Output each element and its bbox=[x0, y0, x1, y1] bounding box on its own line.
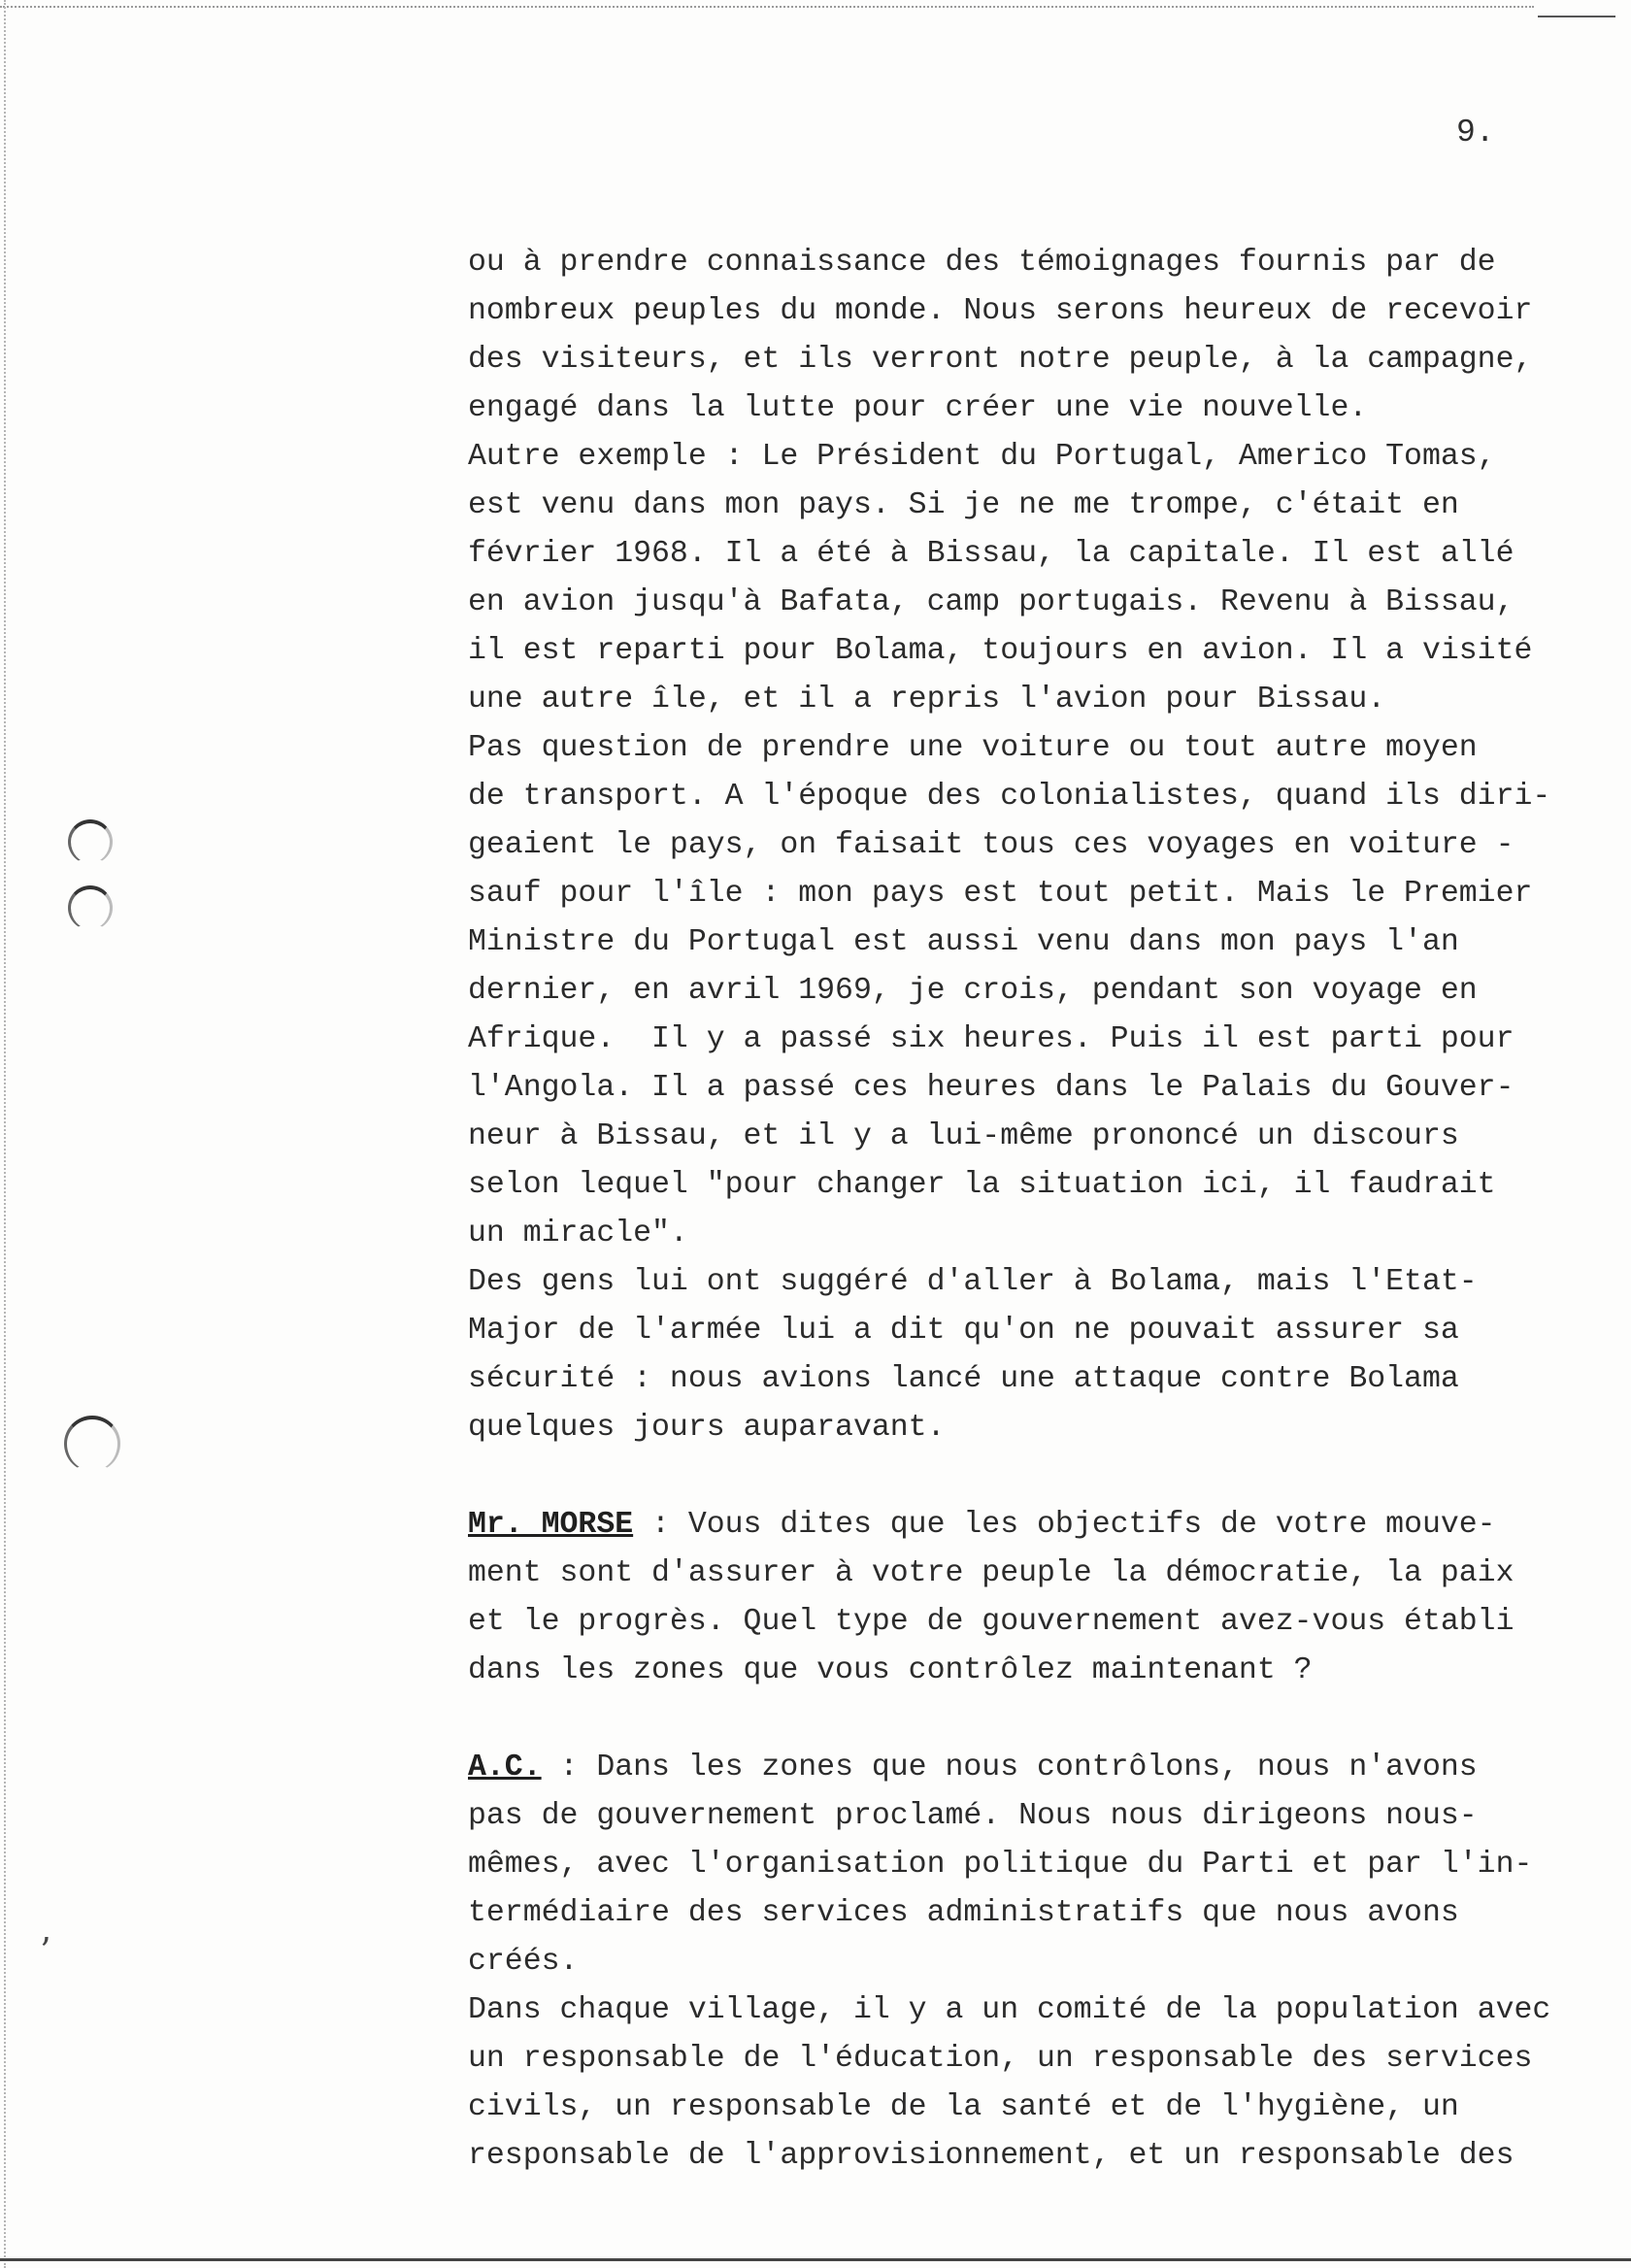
text-line: engagé dans la lutte pour créer une vie nouvelle. bbox=[468, 391, 1368, 425]
text-line: Autre exemple : Le Président du Portugal, Americo Tomas, bbox=[468, 440, 1496, 474]
text-line: mêmes, avec l'organisation politique du Parti et par l'in- bbox=[468, 1848, 1533, 1882]
body-text bbox=[468, 239, 1614, 2181]
bottom-rule bbox=[0, 2258, 1631, 2261]
text-line: ment sont d'assurer à votre peuple la démocratie, la paix bbox=[468, 1556, 1514, 1590]
punch-hole-mark bbox=[64, 1416, 120, 1472]
text-line: l'Angola. Il a passé ces heures dans le Palais du Gouver- bbox=[468, 1071, 1514, 1105]
text-line: dernier, en avril 1969, je crois, pendant son voyage en bbox=[468, 974, 1478, 1008]
text-line: civils, un responsable de la santé et de l'hygiène, un bbox=[468, 2090, 1459, 2124]
paragraph bbox=[468, 239, 1614, 433]
paragraph bbox=[468, 433, 1614, 724]
text-line: selon lequel "pour changer la situation ici, il faudrait bbox=[468, 1168, 1496, 1202]
text-line: Dans chaque village, il y a un comité de la population avec bbox=[468, 1993, 1551, 2027]
page-number: 9. bbox=[1456, 115, 1495, 150]
punch-hole-mark bbox=[68, 819, 113, 864]
text-line: des visiteurs, et ils verront notre peuple, à la campagne, bbox=[468, 343, 1533, 377]
text-line: dans les zones que vous contrôlez maintenant ? bbox=[468, 1653, 1313, 1687]
text-line: Major de l'armée lui a dit qu'on ne pouvait assurer sa bbox=[468, 1314, 1459, 1348]
top-corner-rule bbox=[1538, 16, 1615, 17]
speaker-name: Mr. MORSE bbox=[468, 1508, 634, 1542]
text-line: et le progrès. Quel type de gouvernement avez-vous établi bbox=[468, 1605, 1514, 1639]
text-line: une autre île, et il a repris l'avion pour Bissau. bbox=[468, 683, 1386, 717]
text-line: Ministre du Portugal est aussi venu dans mon pays l'an bbox=[468, 925, 1459, 959]
top-dotted-rule bbox=[0, 6, 1534, 8]
text-line: ou à prendre connaissance des témoignages fournis par de bbox=[468, 246, 1496, 280]
answer-opening: : Dans les zones que nous contrôlons, nous n'avons bbox=[541, 1751, 1478, 1784]
left-page-edge bbox=[4, 0, 6, 2268]
margin-ink-mark: ʼ bbox=[39, 1932, 50, 1972]
text-line: est venu dans mon pays. Si je ne me trompe, c'était en bbox=[468, 488, 1459, 522]
text-line bbox=[468, 1744, 1614, 1792]
text-line: nombreux peuples du monde. Nous serons heureux de recevoir bbox=[468, 294, 1533, 328]
text-line: il est reparti pour Bolama, toujours en avion. Il a visité bbox=[468, 634, 1533, 668]
text-line bbox=[468, 1501, 1614, 1550]
text-line: sauf pour l'île : mon pays est tout petit. Mais le Premier bbox=[468, 877, 1533, 911]
paragraph bbox=[468, 1986, 1614, 2181]
text-line: pas de gouvernement proclamé. Nous nous dirigeons nous- bbox=[468, 1799, 1478, 1833]
text-line: un responsable de l'éducation, un responsable des services bbox=[468, 2042, 1533, 2076]
paragraph-gap bbox=[468, 1452, 1614, 1501]
text-line: Des gens lui ont suggéré d'aller à Bolama, mais l'Etat- bbox=[468, 1265, 1478, 1299]
text-line: février 1968. Il a été à Bissau, la capitale. Il est allé bbox=[468, 537, 1514, 571]
text-line: geaient le pays, on faisait tous ces voyages en voiture - bbox=[468, 828, 1514, 862]
text-line: termédiaire des services administratifs que nous avons bbox=[468, 1896, 1459, 1930]
paragraph bbox=[468, 1258, 1614, 1452]
speaker-name: A.C. bbox=[468, 1751, 542, 1784]
text-line: un miracle". bbox=[468, 1217, 688, 1251]
text-line: neur à Bissau, et il y a lui-même prononcé un discours bbox=[468, 1119, 1459, 1153]
text-line: créés. bbox=[468, 1945, 579, 1979]
text-line: de transport. A l'époque des colonialistes, quand ils diri- bbox=[468, 780, 1551, 814]
text-line: responsable de l'approvisionnement, et un responsable des bbox=[468, 2139, 1514, 2173]
text-line: Pas question de prendre une voiture ou tout autre moyen bbox=[468, 731, 1478, 765]
punch-hole-mark bbox=[68, 885, 113, 930]
text-line: Afrique. Il y a passé six heures. Puis il est parti pour bbox=[468, 1022, 1514, 1056]
paragraph bbox=[468, 724, 1614, 1258]
text-line: quelques jours auparavant. bbox=[468, 1411, 946, 1445]
paragraph-gap bbox=[468, 1695, 1614, 1744]
question-block bbox=[468, 1501, 1614, 1695]
question-opening: : Vous dites que les objectifs de votre mouve- bbox=[633, 1508, 1496, 1542]
text-line: en avion jusqu'à Bafata, camp portugais. Revenu à Bissau, bbox=[468, 585, 1514, 619]
answer-block bbox=[468, 1744, 1614, 1986]
text-line: sécurité : nous avions lancé une attaque contre Bolama bbox=[468, 1362, 1459, 1396]
